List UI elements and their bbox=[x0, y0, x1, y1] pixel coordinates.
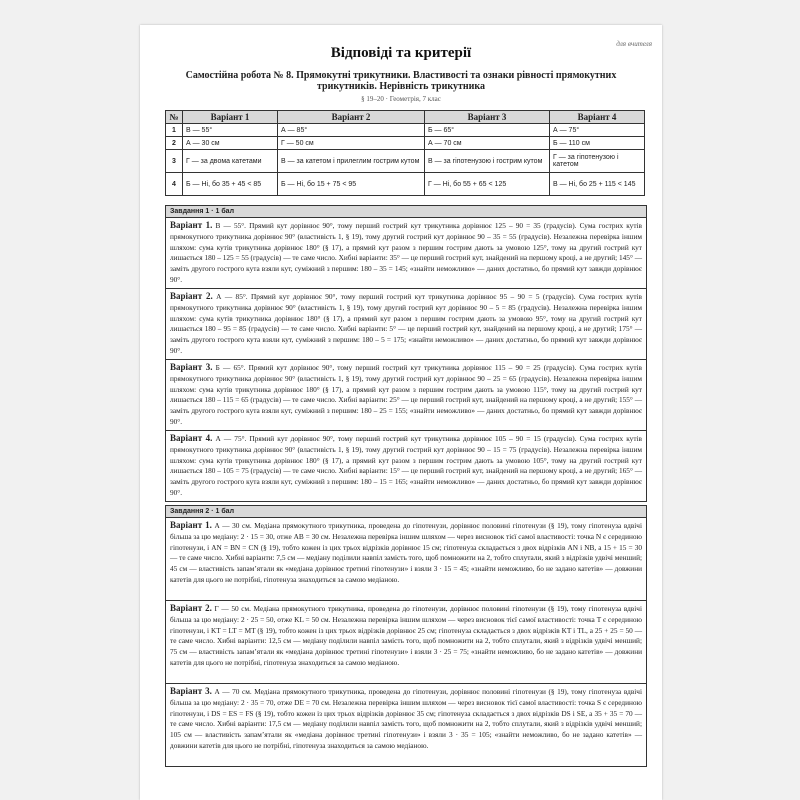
page-subtitle: Самостійна робота № 8. Прямокутні трикутники. Властивості та ознаки рівності прямокутних трикутників. Нерівність трикутника bbox=[185, 70, 617, 92]
task-1-variant-3 bbox=[166, 360, 646, 431]
variant-label: Варіант 2. bbox=[170, 603, 212, 613]
col-header: № bbox=[166, 111, 183, 124]
variant-label: Варіант 1. bbox=[170, 520, 212, 530]
table-cell: 3 bbox=[166, 150, 183, 173]
table-cell: 2 bbox=[166, 137, 183, 150]
table-cell: В — Ні, бо 25 + 115 < 145 bbox=[550, 173, 645, 196]
page-title: Відповіді та критерії bbox=[330, 45, 472, 61]
worksheet-page bbox=[140, 25, 662, 800]
table-cell: Г — за двома катетами bbox=[183, 150, 278, 173]
table-cell: 4 bbox=[166, 173, 183, 196]
variant-label: Варіант 1. bbox=[170, 220, 213, 230]
table-cell: В — за катетом і прилеглим гострим кутом bbox=[278, 150, 425, 173]
col-header: Варіант 2 bbox=[278, 111, 425, 124]
variant-label: Варіант 3. bbox=[170, 362, 213, 372]
task-2-variant-3 bbox=[166, 684, 646, 766]
variant-label: Варіант 4. bbox=[170, 433, 213, 443]
table-cell: Г — Ні, бо 55 + 65 < 125 bbox=[425, 173, 550, 196]
table-row bbox=[166, 137, 645, 150]
answer-table bbox=[165, 110, 645, 196]
table-cell: Б — 65° bbox=[425, 124, 550, 137]
task-1-block bbox=[165, 205, 647, 502]
table-cell: В — за гіпотенузою і гострим кутом bbox=[425, 150, 550, 173]
table-cell: А — 70 см bbox=[425, 137, 550, 150]
table-cell: А — 85° bbox=[278, 124, 425, 137]
table-cell: 1 bbox=[166, 124, 183, 137]
table-cell: Г — 50 см bbox=[278, 137, 425, 150]
table-cell: Б — Ні, бо 15 + 75 < 95 bbox=[278, 173, 425, 196]
table-cell: В — 55° bbox=[183, 124, 278, 137]
variant-label: Варіант 3. bbox=[170, 686, 212, 696]
task-1-variant-2 bbox=[166, 289, 646, 360]
task-2-variant-1 bbox=[166, 518, 646, 601]
variant-text: Г — 50 см. Медіана прямокутного трикутника, проведена до гіпотенузи, дорівнює половині гіпотенузи (§ 19), тому гіпотенуза вдвічі більша за цю медіану: 2 · 25 = 50, отже KL = 50 см. Незалежна перевірка іншим шляхом — через висновок тієї самої властивості: точка T є серединою гіпотенузи, і KT = LT = MT (§ 19), тобто кожен із цих трьох відрізків дорівнює 25 см; гіпотенуза складається з двох відрізків KT і TL, а 25 + 25 = 50 — те саме число. Хибні варіанти: 12,5 см — медіану поділили навпіл замість того, щоб помножити на 2, тобто сплутали, який з відрізків удвічі менший; 75 см — властивість запам’ятали як «медіана дорівнює третині гіпотенузи» і взяли 3 · 25 = 75; «знайти неможливо, бо не задано катетів» — довжини катетів для цього не потрібні, гіпотенуза знаходиться за самою медіаною. bbox=[170, 604, 642, 667]
task-1-variant-4 bbox=[166, 431, 646, 501]
answer-table-header bbox=[166, 111, 645, 124]
task-1-variant-1 bbox=[166, 218, 646, 289]
table-cell: А — 75° bbox=[550, 124, 645, 137]
table-cell: А — 30 см bbox=[183, 137, 278, 150]
table-row bbox=[166, 150, 645, 173]
variant-text: А — 30 см. Медіана прямокутного трикутника, проведена до гіпотенузи, дорівнює половині гіпотенузи (§ 19), тому гіпотенуза вдвічі більша за цю медіану: 2 · 15 = 30, отже AB = 30 см. Незалежна перевірка іншим шляхом — через висновок тієї самої властивості: точка N є серединою гіпотенузи, і AN = BN = CN (§ 19), тобто кожен із цих трьох відрізків дорівнює 15 см; гіпотенуза складається з двох відрізків AN і NB, а 15 + 15 = 30 — те саме число. Хибні варіанти: 7,5 см — медіану поділили навпіл замість того, щоб помножити на 2, тобто сплутали, який з відрізків удвічі менший; 45 см — властивість запам’ятали як «медіана дорівнює третині гіпотенузи» і взяли 3 · 15 = 45; «знайти неможливо, бо не задано катетів» — довжини катетів для цього не потрібні, гіпотенуза знаходиться за самою медіаною. bbox=[170, 521, 642, 584]
table-row bbox=[166, 173, 645, 196]
task-2-block bbox=[165, 505, 647, 767]
variant-text: В — 55°. Прямий кут дорівнює 90°, тому перший гострий кут трикутника дорівнює 125 – 90 = 35 (градусів). Сума гострих кутів прямокутного трикутника дорівнює 90° (властивість 1, § 19), тому другий гострий кут дорівнює 90 – 35 = 55 (градусів). Незалежна перевірка іншим шляхом: сума кутів трикутника дорівнює 180° (§ 17), а прямий кут разом з першим гострим дають за умовою 125°, тому на другий гострий кут лишається 180 – 125 = 55 (градусів) — те саме число. Хибні варіанти: 35° — це перший гострий кут, знайдений на першому кроці, а не другий; 145° — заміть другого гострого кута взяли кут, суміжний з першим: 180 – 35 = 145; «знайти неможливо» — даних достатньо, бо прямий кут завжди дорівнює 90°. bbox=[170, 221, 642, 284]
teacher-note: для вчителя bbox=[616, 40, 652, 48]
variant-text: Б — 65°. Прямий кут дорівнює 90°, тому перший гострий кут трикутника дорівнює 115 – 90 = 25 (градусів). Сума гострих кутів прямокутного трикутника дорівнює 90° (властивість 1, § 19), тому другий гострий кут дорівнює 90 – 25 = 65 (градусів). Незалежна перевірка іншим шляхом: сума кутів трикутника дорівнює 180° (§ 17), а прямий кут разом з першим гострим дають за умовою 115°, тому на другий гострий кут лишається 180 – 115 = 65 (градусів) — те саме число. Хибні варіанти: 25° — це перший гострий кут, знайдений на першому кроці, а не другий; 155° — заміть другого гострого кута взяли кут, суміжний з першим: 180 – 25 = 155; «знайти неможливо» — даних достатньо, бо прямий кут завжди дорівнює 90°. bbox=[170, 363, 642, 426]
col-header: Варіант 3 bbox=[425, 111, 550, 124]
task-2-heading: Завдання 2 · 1 бал bbox=[166, 506, 646, 518]
section-reference: § 19–20 · Геометрія, 7 клас bbox=[361, 95, 441, 103]
col-header: Варіант 1 bbox=[183, 111, 278, 124]
col-header: Варіант 4 bbox=[550, 111, 645, 124]
table-cell: Б — Ні, бо 35 + 45 < 85 bbox=[183, 173, 278, 196]
variant-text: А — 75°. Прямий кут дорівнює 90°, тому перший гострий кут трикутника дорівнює 105 – 90 = 15 (градусів). Сума гострих кутів прямокутного трикутника дорівнює 90° (властивість 1, § 19), тому другий гострий кут дорівнює 90 – 15 = 75 (градусів). Незалежна перевірка іншим шляхом: сума кутів трикутника дорівнює 180° (§ 17), а прямий кут разом з першим гострим дають за умовою 105°, тому на другий гострий кут лишається 180 – 105 = 75 (градусів) — те саме число. Хибні варіанти: 15° — це перший гострий кут, знайдений на першому кроці, а не другий; 165° — заміть другого гострого кута взяли кут, суміжний з першим: 180 – 15 = 165; «знайти неможливо» — даних достатньо, бо прямий кут завжди дорівнює 90°. bbox=[170, 434, 642, 497]
task-1-heading: Завдання 1 · 1 бал bbox=[166, 206, 646, 218]
table-row bbox=[166, 124, 645, 137]
task-2-variant-2 bbox=[166, 601, 646, 684]
variant-text: А — 70 см. Медіана прямокутного трикутника, проведена до гіпотенузи, дорівнює половині гіпотенузи (§ 19), тому гіпотенуза вдвічі більша за цю медіану: 2 · 35 = 70, отже DE = 70 см. Незалежна перевірка іншим шляхом — через висновок тієї самої властивості: точка S є серединою гіпотенузи, і DS = ES = FS (§ 19), тобто кожен із цих трьох відрізків дорівнює 35 см; гіпотенуза складається з двох відрізків DS і SE, а 35 + 35 = 70 — те саме число. Хибні варіанти: 17,5 см — медіану поділили навпіл замість того, щоб помножити на 2, тобто сплутали, який з відрізків удвічі менший; 105 см — властивість запам’ятали як «медіана дорівнює третині гіпотенузи» і взяли 3 · 35 = 105; «знайти неможливо, бо не задано катетів» — довжини катетів для цього не потрібні, гіпотенуза знаходиться за самою медіаною. bbox=[170, 687, 642, 750]
variant-text: А — 85°. Прямий кут дорівнює 90°, тому перший гострий кут трикутника дорівнює 95 – 90 = 5 (градусів). Сума гострих кутів прямокутного трикутника дорівнює 90° (властивість 1, § 19), тому другий гострий кут дорівнює 90 – 5 = 85 (градусів). Незалежна перевірка іншим шляхом: сума кутів трикутника дорівнює 180° (§ 17), а прямий кут разом з першим гострим дають за умовою 95°, тому на другий гострий кут лишається 180 – 95 = 85 (градусів) — те саме число. Хибні варіанти: 5° — це перший гострий кут, знайдений на першому кроці, а не другий; 175° — заміть другого гострого кута взяли кут, суміжний з першим: 180 – 5 = 175; «знайти неможливо» — даних достатньо, бо прямий кут завжди дорівнює 90°. bbox=[170, 292, 642, 355]
variant-label: Варіант 2. bbox=[170, 291, 213, 301]
table-cell: Г — за гіпотенузою і катетом bbox=[550, 150, 645, 173]
table-cell: Б — 110 см bbox=[550, 137, 645, 150]
